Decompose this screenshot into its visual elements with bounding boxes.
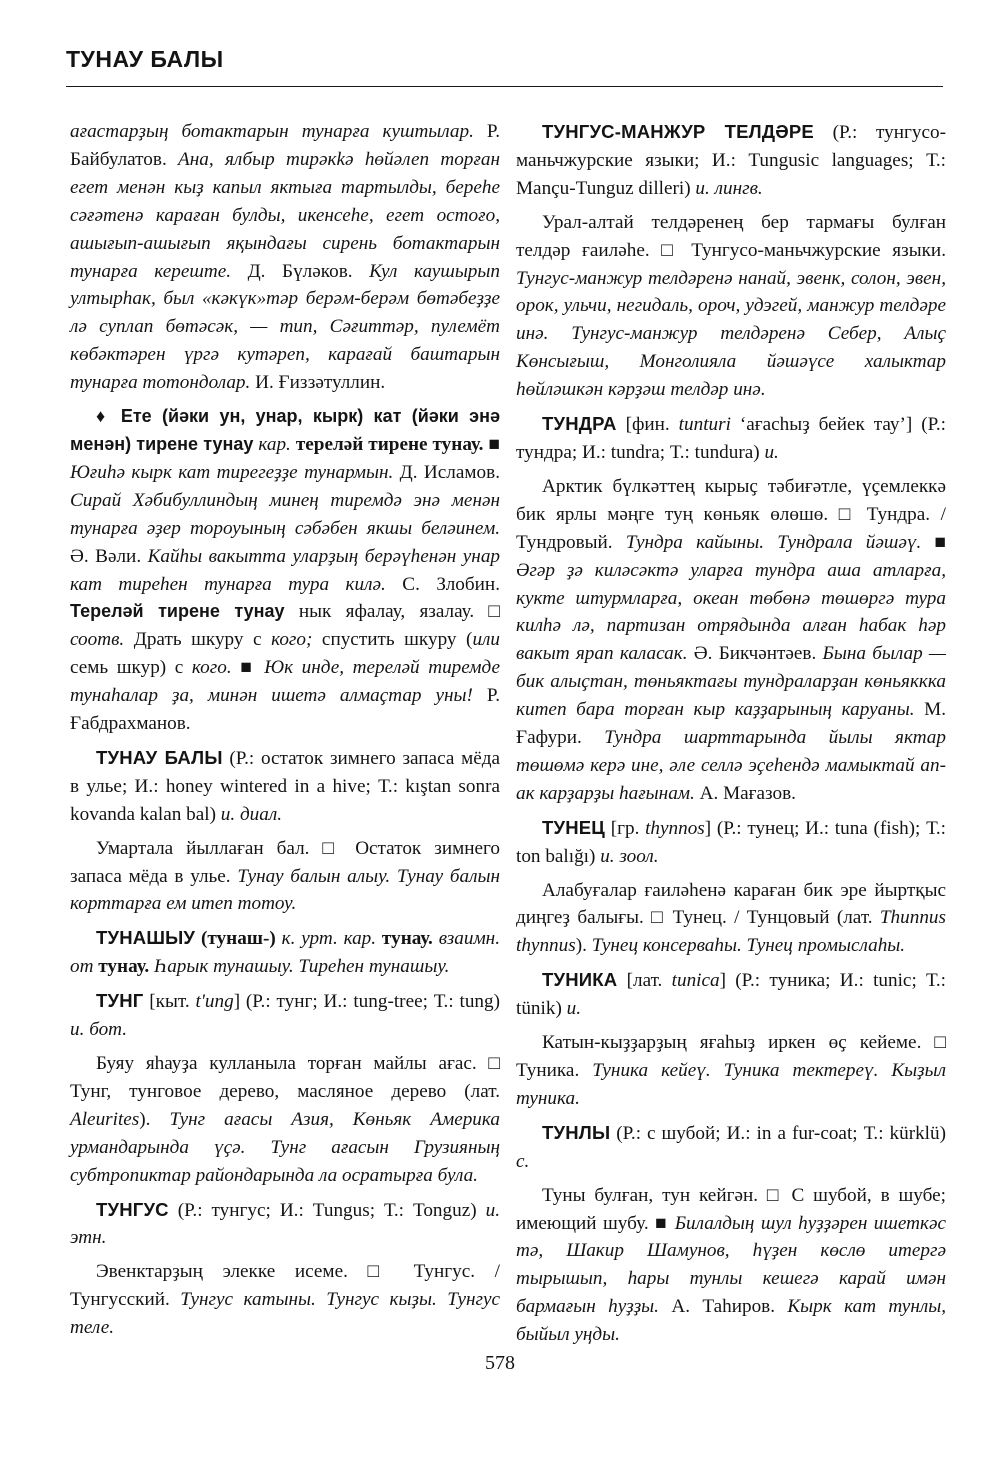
etymology: [кыт. — [143, 991, 196, 1013]
label: и. зоол. — [600, 845, 659, 867]
label: и. диал. — [220, 803, 283, 825]
label: кар. — [253, 433, 296, 455]
marker: ■ — [648, 1212, 675, 1234]
idiom: ♦ Ете (йәки ун, унар, кырк) кат (йәки энә менән) тирене тунау — [70, 406, 500, 454]
definition: Катын-кыҙҙарҙың яғаһыҙ иркен өҫ кейеме. □ Туника. — [516, 1032, 946, 1081]
label: и. — [566, 998, 582, 1020]
label: кого; — [271, 629, 313, 651]
source: Р. Ғабдрахманов. — [70, 685, 500, 735]
entry-tunau-baly — [70, 744, 500, 829]
headword: ТУНАУ БАЛЫ — [96, 746, 223, 768]
definition: нык яфалау, язалау. □ — [284, 601, 500, 623]
definition: ). — [139, 1108, 170, 1130]
example-text: Әгәр ҙә киләсәктә уларға тундра аша атларға, кукте штурмларға, океан төбөнә төшөргә тура килһә лә, партизан отрядында алған һабак һәр вакыт ярап каласак. — [516, 559, 946, 665]
example-text: Тундра кайыны. Тундрала йәшәү. — [625, 531, 922, 553]
definition-block — [516, 1029, 946, 1113]
definition: Урал-алтай телдәренең бер тармағы булған телдәр ғаиләһе. □ Тунгусо-маньчжурские языки. — [516, 211, 946, 261]
example-text: Һарык тунашыу. Тиреһен тунашыу. — [149, 956, 450, 978]
headword: ТУНИКА — [542, 969, 618, 991]
label: и. бот. — [70, 1019, 128, 1041]
headword: ТУНАШЫУ — [96, 927, 196, 949]
definition: Умартала йыллаған бал. □ Остаток зимнего запаса мёда в улье. — [70, 837, 500, 887]
example-text: Кырк кат тунлы, быйыл уңды. — [516, 1296, 946, 1346]
definition-block — [70, 1258, 500, 1342]
example-text: Бына былар — бик алыҫтан, төньяктағы тундраларҙан көньяккка китеп бара торған кыр каҙҙарының каруаны. — [516, 643, 946, 721]
equivalents: ] (Р.: тунг; И.: tung-tree; Т.: tung) — [233, 991, 501, 1013]
definition: Алабуғалар ғаиләһенә караған бик эре йыртқыс диңгеҙ балығы. □ Тунец. / Тунцовый (лат. — [516, 879, 946, 929]
definition-block — [70, 1050, 500, 1190]
example-text: Кайһы вакытта уларҙың берәүһенән унар кат тиреһен тунарға тура килә. — [70, 545, 501, 595]
definition: Буяу яһауҙа кулланыла торған майлы ағас. □ Тунг, тунговое дерево, масляное дерево (лат. — [70, 1053, 500, 1102]
etymon: tunturi — [678, 414, 731, 436]
entry-tunly — [516, 1119, 946, 1176]
definition-block — [516, 209, 946, 404]
page-number: 578 — [485, 1352, 515, 1374]
etymology: [лат. — [617, 970, 672, 992]
example-text: Тундра шарттарында йылы яктар төшөмә керә ине, әле селлә эҫеһендә мамыктай ап-ак карҙарҙы һағынам. — [516, 727, 946, 804]
entry-tunika — [516, 966, 946, 1023]
headword: ТУНЕЦ — [542, 816, 606, 838]
source: Ә. Бикчәнтәев. — [687, 643, 823, 665]
example-text: Юғиһә кырк кат тирегеҙҙе тунармын. — [70, 461, 394, 483]
equivalents: (Р.: тунгус; И.: Tungus; Т.: Tonguz) — [168, 1199, 486, 1221]
translation: семь шкур) с — [70, 657, 192, 679]
entry-tungus — [70, 1196, 500, 1253]
headword: ТУНГУС — [96, 1198, 169, 1220]
latin-name: Aleurites — [70, 1108, 140, 1130]
entry-tungus-manzhur — [516, 118, 946, 203]
right-column — [516, 118, 946, 1355]
example-text: ағастарҙың ботактарын тунарға куштылар. — [70, 121, 474, 142]
etymology: [фин. — [616, 414, 679, 436]
definition-block — [516, 473, 946, 808]
headword: ТУНЛЫ — [542, 1121, 611, 1143]
running-head: ТУНАУ БАЛЫ — [66, 46, 224, 72]
source: Р. Байбулатов. — [70, 121, 501, 170]
entry-continuation — [70, 118, 500, 397]
example-text: Сирай Хәбибуллиндың минең тиремдә энә менән тунарға әҙер тороуының сәбәбен якшы беләинем. — [70, 489, 500, 539]
source: А. Мағазов. — [694, 782, 796, 804]
entry-tunets — [516, 814, 946, 871]
equivalents: (Р.: тунгусо-маньчжурские языки; И.: Tungusic languages; Т.: Mançu-Tunguz dilleri) — [516, 122, 946, 199]
etymon: t'ung — [195, 991, 234, 1013]
source: Д. Бүләков. — [231, 260, 370, 282]
source: Д. Исламов. — [393, 461, 500, 483]
marker: ■ — [231, 657, 265, 679]
entry-tunashyu — [70, 924, 500, 981]
label: и. лингв. — [695, 177, 763, 199]
source: М. Ғафури. — [516, 699, 946, 749]
equivalents: (Р.: с шубой; И.: in a fur-coat; Т.: kürklü) — [610, 1122, 946, 1144]
etymon: tunica — [671, 970, 720, 992]
entry-tung — [70, 987, 500, 1044]
translation: спустить шкуру ( — [312, 629, 473, 651]
equivalents: ] (Р.: тунец; И.: tuna (fish); Т.: ton balığı) — [516, 817, 947, 867]
ref: тунау. — [98, 956, 150, 978]
example-text: Тунгус-манжур телдәренә нанай, эвенк, солон, эвен, орок, ульчи, негидаль, ороч, удэгей, манжур телдәре инә. Тунгус-манжур телдәренә Себер, Алыҫ Көнсығыш, Монголияла йәшәүсе халыктар һөйләшкән кәрҙәш телдәр инә. — [516, 267, 946, 401]
marker: ■ — [921, 531, 947, 553]
source: Ә. Вәли. — [70, 545, 148, 567]
label: или — [472, 629, 500, 651]
header-rule — [66, 86, 943, 88]
headword: ТУНГУС-МАНЖУР ТЕЛДӘРЕ — [542, 121, 814, 142]
left-column — [70, 118, 500, 1348]
idiom: Терeләй тирене тунау — [70, 601, 285, 622]
example-text: Тунгус катыны. Тунгус кыҙы. Тунгус теле. — [70, 1289, 500, 1339]
definition-block — [70, 835, 500, 919]
source: С. Злобин. — [385, 573, 500, 595]
source: И. Ғиззәтуллин. — [250, 372, 386, 394]
definition: Туны булған, тун кейгән. □ С шубой, в шубе; имеющий шубу. — [516, 1184, 946, 1234]
latin-name: Thunnus thynnus — [516, 907, 946, 957]
label: взаимн. от — [70, 928, 501, 978]
equivalents: (Р.: остаток зимнего запаса мёда в улье; И.: honey wintered in a hive; Т.: kıştan sonra kovanda kalan bal) — [70, 747, 501, 825]
label: и. — [764, 441, 779, 463]
example-text: Тунау балын алыу. Тунау балын корттарға ем итеп тотоу. — [70, 865, 501, 915]
stem: (тунаш-) — [195, 928, 282, 950]
example-text: Туника кейеү. Туника тектереү. Кыҙыл туника. — [516, 1060, 946, 1109]
example-text: Юк инде, терeләй тиремде тунаһалар ҙа, минән ишетә алмаҫтар уны! — [70, 657, 501, 707]
idiom-block — [70, 403, 500, 738]
equivalents: ‘ағасһыҙ бейек тау’] (Р.: тундра; И.: tundra; Т.: tundura) — [516, 414, 947, 463]
label: к. урт. кар. — [281, 928, 377, 950]
example-text: Ана, ялбыр тирәкkә һөйәлеп торған егет менән кыҙ капыл яктыға тартылды, береһе сәғәтенә караған булды, икенсеһе, егет остоғо, ашығып-ашығып яқындағы сирень ботактарын тунарға кереште. — [70, 148, 500, 282]
translation: Драть шкуру с — [124, 629, 272, 651]
entry-tundra — [516, 410, 946, 467]
source: А. Таһиров. — [658, 1296, 788, 1318]
example-text: Тунец консерваһы. Тунец промыслаһы. — [591, 935, 906, 957]
equivalents: ] (Р.: туника; И.: tunic; Т.: tünik) — [516, 970, 946, 1020]
label: с. — [516, 1150, 530, 1172]
label: соотв. — [70, 629, 125, 651]
definition: Арктик бүлкәттең кырыҫ тәбиғәтле, үҫемлеккә бик ярлы мәңге туң көньяк өлөшө. □ Тундра. / Тундровый. — [516, 475, 946, 553]
definition-block — [516, 1182, 946, 1349]
etymology: [гр. — [605, 817, 646, 839]
etymon: thynnos — [645, 817, 705, 839]
example-text: Билалдың шул һуҙҙәрен ишеткәс тә, Шакир Шамунов, һүҙен көслө итергә тырышып, һары тунлы кешегә карай имән бармағын һуҙҙы. — [516, 1212, 946, 1318]
page-header — [66, 46, 943, 87]
label: кого. — [191, 657, 232, 679]
definition: ). — [575, 935, 592, 957]
example-text: Тунг ағасы Азия, Көньяк Америка урмандарында үҫә. Тунг ағасын Грузияның субтропиктар райондарында ла осратырға була. — [70, 1108, 500, 1186]
definition: Эвенктарҙың элекке исеме. □ Тунгус. / Тунгусский. — [70, 1261, 500, 1311]
headword: ТУНДРА — [542, 413, 617, 435]
example-text: Кул каушырып ултырһак, был «кәкүк»тәр берәм-берәм бөтәбеҙҙе лә суплап бөтәсәк, — тип, Сәғиттәр, пулемёт көбәктәрен үргә кутәреп, карағай баштарын тунарға тотондолар. — [70, 260, 500, 394]
idiom-ref: терeләй тирене тунау. — [295, 433, 484, 455]
definition-block — [516, 877, 946, 961]
ref: тунау. — [376, 928, 433, 950]
headword: ТУНГ — [96, 990, 144, 1012]
marker: ■ — [483, 433, 500, 455]
label: и. этн. — [70, 1199, 500, 1249]
